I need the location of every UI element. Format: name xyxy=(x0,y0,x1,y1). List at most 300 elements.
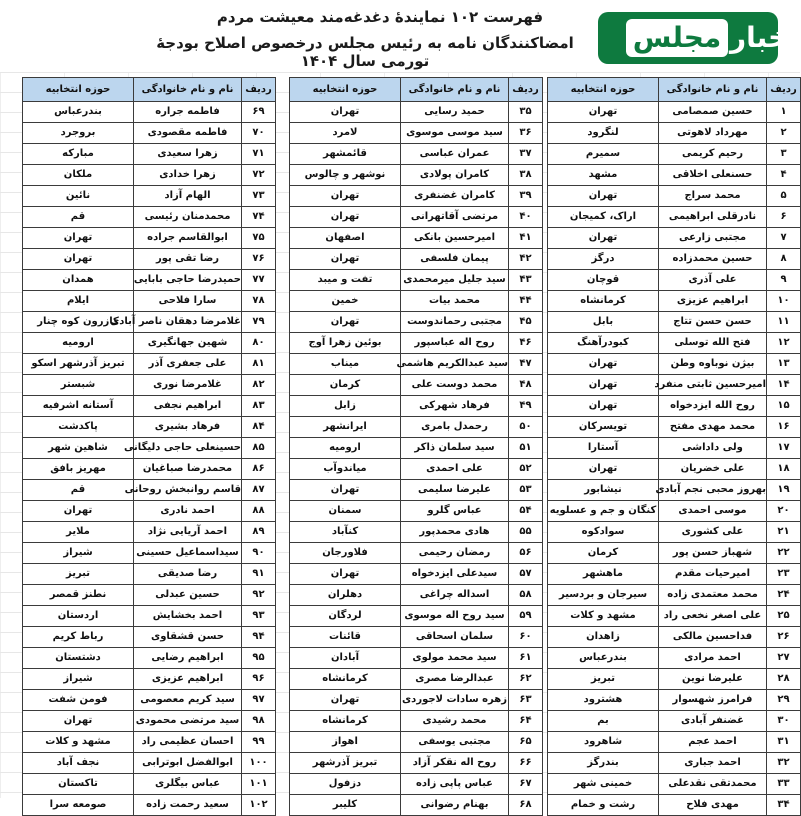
table-row xyxy=(548,648,800,669)
row-number-cell: ۷۲ xyxy=(241,165,275,185)
name-cell: امیرحیات مقدم xyxy=(658,564,766,584)
table-row xyxy=(23,375,275,396)
district-cell: تهران xyxy=(588,106,618,117)
table-row xyxy=(548,144,800,165)
district-cell: هشترود xyxy=(583,694,623,705)
name-cell: غضنفر آبادی xyxy=(658,711,766,731)
name-cell: عبدالرضا مصری xyxy=(400,669,508,689)
name-cell: احمد نادری xyxy=(133,501,241,521)
district-cell: آستارا xyxy=(587,442,619,453)
name-cell: محمدتقی نقدعلی xyxy=(658,774,766,794)
district-cell: تهران xyxy=(588,379,618,390)
row-number-cell: ۱۹ xyxy=(766,480,800,500)
name-cell: سید روح اله موسوی xyxy=(400,606,508,626)
name-cell: سلمان اسحاقی xyxy=(400,627,508,647)
name-cell: سید سلمان ذاکر xyxy=(400,438,508,458)
name-cell: مجتبی زارعی xyxy=(658,228,766,248)
row-number-cell: ۶ xyxy=(766,207,800,227)
name-cell: علی جعفری آذر xyxy=(133,354,241,374)
table-row xyxy=(290,543,542,564)
table-row xyxy=(23,795,275,815)
header-name: نام و نام خانوادگی xyxy=(400,78,508,101)
district-cell: تفت و میبد xyxy=(317,274,373,285)
row-number-cell: ۱۰۲ xyxy=(241,795,275,815)
table-row xyxy=(548,564,800,585)
table-row xyxy=(290,648,542,669)
row-number-cell: ۲۲ xyxy=(766,543,800,563)
district-cell: ایرانشهر xyxy=(323,421,367,432)
district-cell: مشهد و کلات xyxy=(45,736,111,747)
table-row xyxy=(290,270,542,291)
district-cell: خمینی شهر xyxy=(573,778,633,789)
name-cell: سارا فلاحی xyxy=(133,291,241,311)
row-number-cell: ۵۲ xyxy=(508,459,542,479)
district-cell: شیراز xyxy=(63,673,93,684)
district-cell: تهران xyxy=(330,211,360,222)
row-number-cell: ۱۶ xyxy=(766,417,800,437)
name-cell: سید مرتضی محمودی xyxy=(133,711,241,731)
header-district: حوزه انتخابیه xyxy=(312,84,378,95)
row-number-cell: ۲ xyxy=(766,123,800,143)
row-number-cell: ۲۷ xyxy=(766,648,800,668)
district-cell: تهران xyxy=(330,316,360,327)
table-row xyxy=(548,396,800,417)
signatories-table-1 xyxy=(547,77,801,816)
district-cell: آستانه اشرفیه xyxy=(42,400,114,411)
district-cell: کرمان xyxy=(587,547,619,558)
table-row xyxy=(23,606,275,627)
table-row xyxy=(548,207,800,228)
district-cell: دشتستان xyxy=(55,652,101,663)
row-number-cell: ۸۰ xyxy=(241,333,275,353)
row-number-cell: ۱۰ xyxy=(766,291,800,311)
district-cell: مشهد و کلات xyxy=(570,610,636,621)
name-cell: محمد دوست علی xyxy=(400,375,508,395)
page-title: فهرست ۱۰۲ نمایندهٔ دغدغه‌مند معیشت مردم xyxy=(216,8,544,26)
district-cell: رباط کریم xyxy=(52,631,104,642)
table-row xyxy=(290,459,542,480)
name-cell: بهروز محبی نجم آبادی xyxy=(658,480,766,500)
name-cell: قاسم روانبخش روحانی xyxy=(133,480,241,500)
table-row xyxy=(548,228,800,249)
name-cell: زهرا سعیدی xyxy=(133,144,241,164)
table-row xyxy=(290,186,542,207)
name-cell: مهدی فلاح xyxy=(658,795,766,815)
district-cell: نیشابور xyxy=(584,484,622,495)
row-number-cell: ۱۱ xyxy=(766,312,800,332)
row-number-cell: ۲۹ xyxy=(766,690,800,710)
table-row xyxy=(290,438,542,459)
row-number-cell: ۳۹ xyxy=(508,186,542,206)
row-number-cell: ۸۵ xyxy=(241,438,275,458)
table-row xyxy=(23,270,275,291)
name-cell: زهرا خدادی xyxy=(133,165,241,185)
table-row xyxy=(548,480,800,501)
name-cell: احمد عجم xyxy=(658,732,766,752)
row-number-cell: ۳۰ xyxy=(766,711,800,731)
row-number-cell: ۱ xyxy=(766,102,800,122)
row-number-cell: ۵۱ xyxy=(508,438,542,458)
district-cell: بابل xyxy=(592,316,614,327)
row-number-cell: ۶۸ xyxy=(508,795,542,815)
name-cell: غلامرضا نوری xyxy=(133,375,241,395)
name-cell: علیرضا سلیمی xyxy=(400,480,508,500)
district-cell: کازرون کوه چنار xyxy=(37,316,119,327)
district-cell: شیراز xyxy=(63,547,93,558)
district-cell: لامرد xyxy=(332,127,358,138)
name-cell: سیدعلی ایزدخواه xyxy=(400,564,508,584)
row-number-cell: ۲۴ xyxy=(766,585,800,605)
district-cell: تبریز xyxy=(590,673,616,684)
table-row xyxy=(23,207,275,228)
row-number-cell: ۲۵ xyxy=(766,606,800,626)
row-number-cell: ۴۳ xyxy=(508,270,542,290)
name-cell: علی احمدی xyxy=(400,459,508,479)
logo-word-majles: مجلس xyxy=(626,19,728,57)
district-cell: تهران xyxy=(330,568,360,579)
table-row xyxy=(548,522,800,543)
row-number-cell: ۳۶ xyxy=(508,123,542,143)
name-cell: سیداسماعیل حسینی xyxy=(133,543,241,563)
table-row xyxy=(290,396,542,417)
row-number-cell: ۷۸ xyxy=(241,291,275,311)
name-cell: روح اله نقکر آزاد xyxy=(400,753,508,773)
district-cell: کبودرآهنگ xyxy=(577,337,629,348)
table-row xyxy=(548,354,800,375)
district-cell: میناب xyxy=(330,358,360,369)
name-cell: ابراهیم نجفی xyxy=(133,396,241,416)
table-row xyxy=(23,417,275,438)
name-cell: ابوالقاسم جراده xyxy=(133,228,241,248)
row-number-cell: ۶۰ xyxy=(508,627,542,647)
district-cell: ملایر xyxy=(66,526,90,537)
name-cell: فاطمه جراره xyxy=(133,102,241,122)
district-cell: بم xyxy=(597,715,609,726)
name-cell: محمد مهدی مفتح xyxy=(658,417,766,437)
table-row xyxy=(548,501,800,522)
district-cell: همدان xyxy=(62,274,94,285)
name-cell: حسن قشقاوی xyxy=(133,627,241,647)
name-cell: حمیدرضا حاجی بابایی xyxy=(133,270,241,290)
row-number-cell: ۱۰۱ xyxy=(241,774,275,794)
district-cell: نائین xyxy=(65,190,91,201)
table-row xyxy=(290,354,542,375)
table-row xyxy=(290,333,542,354)
row-number-cell: ۷۷ xyxy=(241,270,275,290)
row-number-cell: ۱۵ xyxy=(766,396,800,416)
district-cell: کرمان xyxy=(329,379,361,390)
table-row xyxy=(290,564,542,585)
row-number-cell: ۴۲ xyxy=(508,249,542,269)
row-number-cell: ۸۳ xyxy=(241,396,275,416)
table-row xyxy=(23,123,275,144)
table-row xyxy=(548,165,800,186)
district-cell: لردگان xyxy=(328,610,362,621)
district-cell: بندرعباس xyxy=(54,106,102,117)
name-cell: اسداله چراغی xyxy=(400,585,508,605)
table-row xyxy=(548,732,800,753)
row-number-cell: ۵۶ xyxy=(508,543,542,563)
row-number-cell: ۷۰ xyxy=(241,123,275,143)
name-cell: روح الله ایزدخواه xyxy=(658,396,766,416)
row-number-cell: ۸۸ xyxy=(241,501,275,521)
district-cell: فومن شفت xyxy=(48,694,108,705)
table-row xyxy=(548,249,800,270)
table-row xyxy=(548,333,800,354)
table-row xyxy=(23,354,275,375)
row-number-cell: ۴۱ xyxy=(508,228,542,248)
name-cell: روح اله عباسپور xyxy=(400,333,508,353)
district-cell: نجف آباد xyxy=(56,757,100,768)
table-row xyxy=(290,690,542,711)
name-cell: مرتضی آقاتهرانی xyxy=(400,207,508,227)
table-row xyxy=(290,144,542,165)
name-cell: رضا صدیقی xyxy=(133,564,241,584)
district-cell: رشت و خمام xyxy=(570,799,636,810)
table-row xyxy=(23,585,275,606)
table-row xyxy=(23,711,275,732)
district-cell: نوشهر و چالوس xyxy=(304,169,386,180)
name-cell: سعید رحمت زاده xyxy=(133,795,241,815)
district-cell: سمنان xyxy=(328,505,362,516)
district-cell: تهران xyxy=(588,358,618,369)
table-row xyxy=(23,690,275,711)
name-cell: رضا تقی پور xyxy=(133,249,241,269)
row-number-cell: ۷۳ xyxy=(241,186,275,206)
table-row xyxy=(290,207,542,228)
row-number-cell: ۹۲ xyxy=(241,585,275,605)
district-cell: تهران xyxy=(330,106,360,117)
table-row xyxy=(548,669,800,690)
district-cell: ماهشهر xyxy=(583,568,623,579)
header xyxy=(0,0,800,70)
row-number-cell: ۳۲ xyxy=(766,753,800,773)
name-cell: احمد آریایی نژاد xyxy=(133,522,241,542)
district-cell: تبریز آذرشهر xyxy=(312,757,378,768)
name-cell: بهنام رضوانی xyxy=(400,795,508,815)
name-cell: محمد بیات xyxy=(400,291,508,311)
district-cell: لنگرود xyxy=(587,127,619,138)
name-cell: محمدمنان رئیسی xyxy=(133,207,241,227)
district-cell: اراک، کمیجان xyxy=(569,211,637,222)
row-number-cell: ۲۶ xyxy=(766,627,800,647)
district-cell: تهران xyxy=(588,232,618,243)
name-cell: حسنعلی اخلاقی xyxy=(658,165,766,185)
district-cell: درگز xyxy=(591,253,615,264)
table-row xyxy=(548,375,800,396)
district-cell: کنگان و جم و عسلویه xyxy=(549,505,657,516)
table-row xyxy=(290,753,542,774)
district-cell: تهران xyxy=(63,715,93,726)
table-row xyxy=(290,291,542,312)
row-number-cell: ۸۹ xyxy=(241,522,275,542)
table-row xyxy=(23,480,275,501)
row-number-cell: ۲۰ xyxy=(766,501,800,521)
row-number-cell: ۲۸ xyxy=(766,669,800,689)
name-cell: فرامرز شهسوار xyxy=(658,690,766,710)
table-row xyxy=(548,627,800,648)
name-cell: محمد رشیدی xyxy=(400,711,508,731)
district-cell: قائمشهر xyxy=(323,148,367,159)
row-number-cell: ۶۲ xyxy=(508,669,542,689)
row-number-cell: ۹ xyxy=(766,270,800,290)
table-row xyxy=(23,186,275,207)
name-cell: موسی احمدی xyxy=(658,501,766,521)
name-cell: کامران غضنفری xyxy=(400,186,508,206)
district-cell: آبادان xyxy=(330,652,360,663)
row-number-cell: ۱۰۰ xyxy=(241,753,275,773)
table-row xyxy=(23,102,275,123)
district-cell: خمین xyxy=(331,295,359,306)
row-number-cell: ۵۳ xyxy=(508,480,542,500)
table-row xyxy=(23,333,275,354)
signatories-table-3 xyxy=(22,77,276,816)
name-cell: رحمدل بامری xyxy=(400,417,508,437)
district-cell: تهران xyxy=(330,253,360,264)
table-row xyxy=(548,312,800,333)
table-row xyxy=(548,438,800,459)
table-row xyxy=(290,102,542,123)
district-cell: ارومیه xyxy=(62,337,94,348)
table-row xyxy=(23,669,275,690)
name-cell: امیرحسین ثابتی منفرد xyxy=(658,375,766,395)
row-number-cell: ۳۱ xyxy=(766,732,800,752)
district-cell: قائنات xyxy=(329,631,361,642)
table-header xyxy=(290,78,542,102)
district-cell: اصفهان xyxy=(325,232,365,243)
row-number-cell: ۷۹ xyxy=(241,312,275,332)
row-number-cell: ۱۷ xyxy=(766,438,800,458)
row-number-cell: ۷۵ xyxy=(241,228,275,248)
table-row xyxy=(290,312,542,333)
name-cell: نادرقلی ابراهیمی xyxy=(658,207,766,227)
name-cell: حمید رسایی xyxy=(400,102,508,122)
table-row xyxy=(290,795,542,815)
table-row xyxy=(23,627,275,648)
header-row-number: ردیف xyxy=(241,78,275,101)
table-row xyxy=(23,228,275,249)
row-number-cell: ۷۱ xyxy=(241,144,275,164)
table-row xyxy=(23,648,275,669)
name-cell: مجتبی رحماندوست xyxy=(400,312,508,332)
district-cell: قوچان xyxy=(586,274,620,285)
district-cell: بروجرد xyxy=(60,127,96,138)
row-number-cell: ۲۱ xyxy=(766,522,800,542)
name-cell: احمد بخشایش xyxy=(133,606,241,626)
name-cell: سید جلیل میرمحمدی xyxy=(400,270,508,290)
row-number-cell: ۱۴ xyxy=(766,375,800,395)
name-cell: غلامرضا دهقان ناصر آبادی xyxy=(133,312,241,332)
name-cell: علی خضریان xyxy=(658,459,766,479)
table-row xyxy=(290,774,542,795)
name-cell: ابراهیم عزیزی xyxy=(133,669,241,689)
district-cell: سمیرم xyxy=(585,148,621,159)
district-cell: کنآباد xyxy=(331,526,359,537)
row-number-cell: ۳۴ xyxy=(766,795,800,815)
district-cell: تهران xyxy=(588,190,618,201)
row-number-cell: ۳۷ xyxy=(508,144,542,164)
row-number-cell: ۳۸ xyxy=(508,165,542,185)
district-cell: زاهدان xyxy=(586,631,620,642)
name-cell: ابراهیم رضایی xyxy=(133,648,241,668)
header-name: نام و نام خانوادگی xyxy=(658,78,766,101)
district-cell: تبریز آذرشهر اسکو xyxy=(31,358,125,369)
name-cell: عباس پاپی زاده xyxy=(400,774,508,794)
row-number-cell: ۵۸ xyxy=(508,585,542,605)
name-cell: رمضان رحیمی xyxy=(400,543,508,563)
table-row xyxy=(548,753,800,774)
table-header xyxy=(23,78,275,102)
name-cell: مجتبی یوسفی xyxy=(400,732,508,752)
district-cell: کرمانشاه xyxy=(322,715,368,726)
table-row xyxy=(290,228,542,249)
row-number-cell: ۳۵ xyxy=(508,102,542,122)
row-number-cell: ۶۱ xyxy=(508,648,542,668)
row-number-cell: ۸۱ xyxy=(241,354,275,374)
table-row xyxy=(548,690,800,711)
table-row xyxy=(23,249,275,270)
name-cell: حسینعلی حاجی دلیگانی xyxy=(133,438,241,458)
name-cell: شهین جهانگیری xyxy=(133,333,241,353)
name-cell: سید عبدالکریم هاشمی xyxy=(400,354,508,374)
table-row xyxy=(548,795,800,815)
district-cell: صومعه سرا xyxy=(49,799,107,810)
table-row xyxy=(23,732,275,753)
table-row xyxy=(290,606,542,627)
name-cell: احسان عظیمی راد xyxy=(133,732,241,752)
name-cell: فتح الله توسلی xyxy=(658,333,766,353)
name-cell: بیژن نوباوه وطن xyxy=(658,354,766,374)
row-number-cell: ۶۹ xyxy=(241,102,275,122)
name-cell: علیرضا نوین xyxy=(658,669,766,689)
name-cell: حسین صمصامی xyxy=(658,102,766,122)
table-row xyxy=(23,543,275,564)
header-district: حوزه انتخابیه xyxy=(570,84,636,95)
row-number-cell: ۴۷ xyxy=(508,354,542,374)
name-cell: علی آذری xyxy=(658,270,766,290)
district-cell: کلیبر xyxy=(332,799,358,810)
row-number-cell: ۹۷ xyxy=(241,690,275,710)
row-number-cell: ۶۶ xyxy=(508,753,542,773)
row-number-cell: ۵۰ xyxy=(508,417,542,437)
signatories-table-2 xyxy=(289,77,543,816)
district-cell: شاهرود xyxy=(583,736,623,747)
district-cell: میاندوآب xyxy=(323,463,367,474)
table-row xyxy=(548,711,800,732)
row-number-cell: ۷ xyxy=(766,228,800,248)
row-number-cell: ۳۳ xyxy=(766,774,800,794)
district-cell: تهران xyxy=(330,190,360,201)
name-cell: عباس گلرو xyxy=(400,501,508,521)
name-cell: محمد معتمدی زاده xyxy=(658,585,766,605)
district-cell: بندرعباس xyxy=(579,652,627,663)
row-number-cell: ۹۳ xyxy=(241,606,275,626)
name-cell: فاطمه مقصودی xyxy=(133,123,241,143)
table-row xyxy=(548,774,800,795)
row-number-cell: ۳ xyxy=(766,144,800,164)
name-cell: مهرداد لاهوتی xyxy=(658,123,766,143)
table-row xyxy=(23,396,275,417)
district-cell: مبارکه xyxy=(62,148,94,159)
name-cell: علی کشوری xyxy=(658,522,766,542)
table-row xyxy=(290,501,542,522)
table-row xyxy=(23,459,275,480)
district-cell: اهواز xyxy=(332,736,358,747)
spreadsheet-grid xyxy=(0,72,800,810)
news-logo xyxy=(598,12,798,64)
header-row-number: ردیف xyxy=(766,78,800,101)
row-number-cell: ۸۷ xyxy=(241,480,275,500)
